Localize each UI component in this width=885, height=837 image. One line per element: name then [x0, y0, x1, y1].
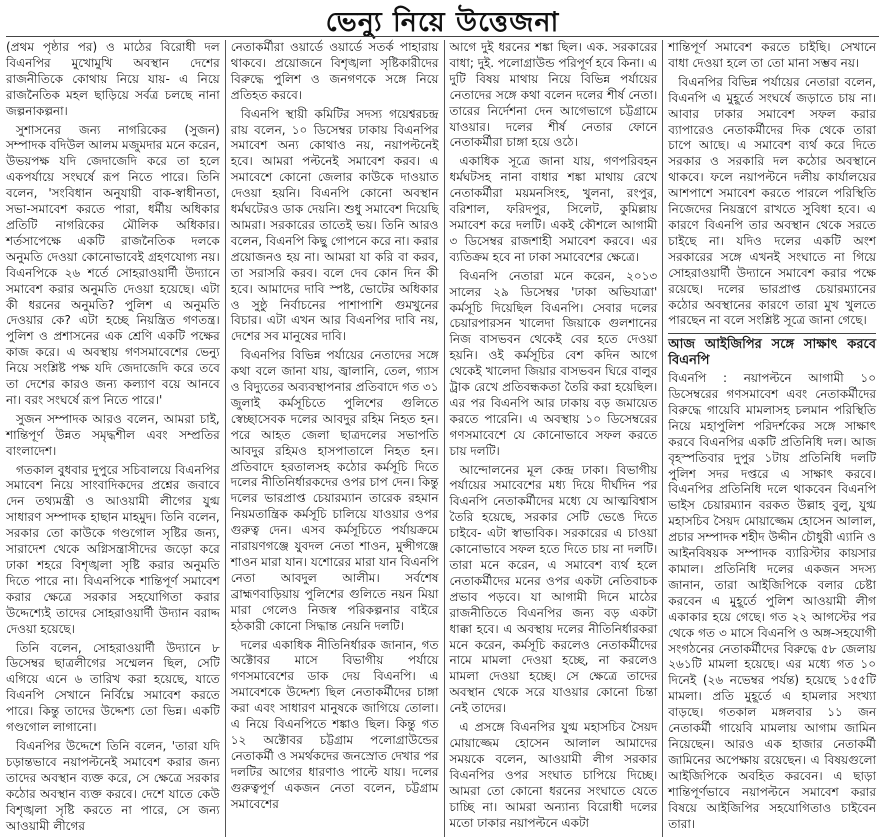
article-paragraph: বিএনপির উদ্দেশে তিনি বলেন, 'তারা যদি চড়ান্তভাবে নয়াপল্টনেই সমাবেশ করার জন্য তাদের অবস্থান ব্যক্ত করে, সে ক্ষেত্রে সরকার কঠোর অবস্থান ব্যক্ত করবে। দেশে যাতে কেউ বিশৃঙ্খলা সৃষ্টি করতে না পারে, সে জন্য আওয়ামী লীগের	[6, 738, 220, 833]
headline-rule	[6, 36, 879, 37]
article-paragraph: গতকাল বুধবার দুপুরে সচিবালয়ে বিএনপির সমাবেশ নিয়ে সাংবাদিকদের প্রশ্নের জবাবে দেন তথ্যমন্ত্রী ও আওয়ামী লীগের যুগ্ম সাধারণ সম্পাদক হাছান মাহমুদ। তিনি বলেন, সরকার তো কাউকে গণ্ডগোল সৃষ্টির জন্য, সারাদেশ থেকে অগ্নিসন্ত্রাসীদের জড়ো করে ঢাকা শহরে বিশৃঙ্খলা সৃষ্টি করার অনুমতি দিতে পারে না। বিএনপিকে শান্তিপূর্ণ সমাবেশ করার ক্ষেত্রে সরকার সহযোগিতা করার উদ্দেশ্যেই তাদের সোহরাওয়ার্দী উদ্যান বরাদ্দ দেওয়া হয়েছে।	[6, 462, 220, 636]
column-1	[6, 40, 225, 837]
article-paragraph: বিএনপি নেতারা মনে করেন, ২০১৩ সালের ২৯ ডিসেম্বর 'ঢাকা অভিযাত্রা' কর্মসূচি দিয়েছিল বিএনপি। সেবার দলের চেয়ারপারসন খালেদা জিয়াকে গুলশানের নিজ বাসভবন থেকেই বের হতে দেওয়া হয়নি। ওই কর্মসূচির বেশ কদিন আগে থেকেই খালেদা জিয়ার বাসভবন ঘিরে বালুর ট্রাক রেখে প্রতিবন্ধকতা তৈরি করা হয়েছিল। এর পর বিএনপি আর ঢাকায় বড় জমায়েত করতে পারেনি। এ অবস্থায় ১০ ডিসেম্বরের গণসমাবেশে যে কোনোভাবে সফল করতে চায় দলটি।	[449, 268, 658, 458]
article-paragraph: আন্দোলনের মূল কেন্দ্র ঢাকা। বিভাগীয় পর্যায়ের সমাবেশের মধ্য দিয়ে দীর্ঘদিন পর বিএনপি নেতাকর্মীদের মধ্যে যে আত্মবিশ্বাস তৈরি হয়েছে, সরকার সেটি ভেঙে দিতে চাইবে- এটা স্বাভাবিক। সরকারের এ চাওয়া কোনোভাবে সফল হতে দিতে চায় না দলটি। তারা মনে করেন, এ সমাবেশ ব্যর্থ হলে নেতাকর্মীদের মনের ওপর একটা নেতিবাচক প্রভাব পড়বে। যা আগামী দিনে মাঠের রাজনীতিতে বিএনপির জন্য বড় একটা ধাক্কা হবে। এ অবস্থায় দলের নীতিনির্ধারকরা মনে করেন, কর্মসূচি করলেও নেতাকর্মীদের নামে মামলা দেওয়া হচ্ছে, না করলেও মামলা দেওয়া হচ্ছে। সে ক্ষেত্রে তাদের অবস্থান থেকে সরে যাওয়ার কোনো চিন্তা নেই তাদের।	[449, 462, 658, 716]
article-paragraph: দলের একাধিক নীতিনির্ধারক জানান, গত অক্টোবর মাসে বিভাগীয় পর্যায়ে গণসমাবেশের ডাক দেয় বিএনপি। এ সমাবেশকে উদ্দেশ্য ছিল নেতাকর্মীদের চাঙ্গা করা এবং সাধারণ মানুষকে জাগিয়ে তোলা। এ নিয়ে বিএনপিতে শঙ্কাও ছিল। কিন্তু গত ১২ অক্টোবর চট্টগ্রাম পলোগ্রাউন্ডের নেতাকর্মী ও সমর্থকদের জনস্রোত দেখার পর দলটির আগের ধারণাও পাল্টে যায়। দলের গুরুত্বপূর্ণ একজন নেতা বলেন, চট্টগ্রাম সমাবেশের	[230, 637, 439, 811]
article-paragraph: (প্রথম পৃষ্ঠার পর) ও মাঠের বিরোধী দল বিএনপির মুখোমুখি অবস্থান দেশের রাজনীতিকে কোথায় নিয়ে যায়- এ নিয়ে রাজনৈতিক মহল ছাড়িয়ে সর্বত্র চলছে নানা জল্পনাকল্পনা।	[6, 40, 220, 118]
article-paragraph: বিএনপির বিভিন্ন পর্যায়ের নেতাদের সঙ্গে কথা বলে জানা যায়, জ্বালানি, তেল, গ্যাস ও বিদ্যুতের অব্যবস্থাপনার প্রতিবাদে গত ৩১ জুলাই কর্মসূচিতে পুলিশের গুলিতে স্বেচ্ছাসেবক দলের আবদুর রহিম নিহত হন। পরে আহত জেলা ছাত্রদলের সভাপতি আবদুর রহিমও হাসপাতালে নিহত হন। প্রতিবাদে হরতালসহ কঠোর কর্মসূচি দিতে দলের নীতিনির্ধারকদের ওপর চাপ দেন। কিন্তু দলের ভারপ্রাপ্ত চেয়ারম্যান তারেক রহমান নিয়মতান্ত্রিক কর্মসূচি চালিয়ে যাওয়ার ওপর গুরুত্ব দেন। এসব কর্মসূচিতে পর্যায়ক্রমে নারায়ণগঞ্জে যুবদল নেতা শাওন, মুন্সীগঞ্জে শাওন মারা যান। যশোরের মারা যান বিএনপি নেতা আবদুল আলীম। সর্বশেষ ব্রাহ্মণবাড়িয়ায় পুলিশের গুলিতে নয়ন মিয়া মারা গেলেও নিজস্ব পরিকল্পনার বাইরে হঠকারী কোনো সিদ্ধান্ত নেয়নি দলটি।	[230, 348, 439, 633]
column-2	[225, 40, 444, 837]
article-paragraph: এ প্রসঙ্গে বিএনপির যুগ্ম মহাসচিব সৈয়দ মোয়াজ্জেম হোসেন আলাল আমাদের সময়কে বলেন, আওয়ামী লীগ সরকার বিএনপির ওপর সংঘাত চাপিয়ে দিচ্ছে। আমরা তো কোনো ধরনের সংঘাতে যেতে চাচ্ছি না। আমরা অন্যান্য বিরোধী দলের মতো ঢাকার নয়াপল্টনে একটা	[449, 720, 658, 830]
article-paragraph: তিনি বলেন, সোহরাওয়ার্দী উদ্যানে ৮ ডিসেম্বর ছাত্রলীগের সম্মেলন ছিল, সেটি এগিয়ে এনে ৬ তারিখ করা হয়েছে, যাতে বিএনপি সেখানে নির্বিঘ্নে সমাবেশ করতে পারে। কিন্তু তাদের উদ্দেশ্য তো ভিন্ন। একটি গণ্ডগোল লাগানো।	[6, 640, 220, 735]
article-paragraph: সুজন সম্পাদক আরও বলেন, আমরা চাই, শান্তিপূর্ণ উন্নত সমৃদ্ধশীল এবং সম্প্রতির বাংলাদেশ।	[6, 411, 220, 458]
article-paragraph: একাধিক সূত্রে জানা যায়, গণপরিবহন ধর্মঘটসহ নানা বাধার শঙ্কা মাথায় রেখে নেতাকর্মীরা ময়মনসিংহ, খুলনা, রংপুর, বরিশাল, ফরিদপুর, সিলেট, কুমিল্লায় সমাবেশ করে দলটি। একই কৌশলে আগামী ৩ ডিসেম্বর রাজশাহী সমাবেশ করবে। এর ব্যতিক্রম হবে না ঢাকা সমাবেশের ক্ষেত্রে।	[449, 154, 658, 264]
article-paragraph: নেতাকর্মীরা ওয়ার্ডে ওয়ার্ডে সতর্ক পাহারায় থাকবে। প্রয়োজনে বিশৃঙ্খলা সৃষ্টিকারীদের বিরুদ্ধে পুলিশ ও জনগণকে সঙ্গে নিয়ে প্রতিহত করবে।	[230, 40, 439, 102]
article-paragraph: আগে দুই ধরনের শঙ্কা ছিল। এক. সরকারের বাধা; দুই. পলোগ্রাউন্ড পরিপূর্ণ হবে কিনা। এ দুটি বিষয় মাথায় নিয়ে বিভিন্ন পর্যায়ের নেতাদের সঙ্গে কথা বলেন দলের শীর্ষ নেতা। তারের নির্দেশনা দেন আগেভাগে চট্টগ্রামে যাওয়ার। দলের শীর্ষ নেতার ফোনে নেতাকর্মীরা চাঙ্গা হয়ে ওঠে।	[449, 40, 658, 150]
column-3	[444, 40, 663, 837]
article-paragraph: শান্তিপূর্ণ সমাবেশ করতে চাইছি। সেখানে বাধা দেওয়া হলে তা তো মানা সম্ভব নয়।	[668, 40, 876, 70]
article-paragraph: বিএনপি : নয়াপল্টনে আগামী ১০ ডিসেম্বরের গণসমাবেশ এবং নেতাকর্মীদের বিরুদ্ধে গায়েবি মামলাসহ চলমান পরিস্থিতি নিয়ে মহাপুলিশ পরিদর্শকের সঙ্গে সাক্ষাৎ করবে বিএনপির একটি প্রতিনিধি দল। আজ বৃহস্পতিবার দুপুর ১টায় প্রতিনিধি দলটি পুলিশ সদর দপ্তরে এ সাক্ষাৎ করবে। বিএনপির প্রতিনিধি দলে থাকবেন বিএনপি ভাইস চেয়ারম্যান বরকত উল্লাহ বুলু, যুগ্ম মহাসচিব সৈয়দ মোয়াজ্জেম হোসেন আলাল, প্রচার সম্পাদক শহীদ উদ্দীন চৌধুরী এ্যানি ও আইনবিষয়ক সম্পাদক ব্যারিস্টার কায়সার কামাল। প্রতিনিধি দলের একজন সদস্য জানান, তারা আইজিপিকে বলার চেষ্টা করবেন এ মুহূর্তে পুলিশ আওয়ামী লীগ একাকার হয়ে গেছে। গত ২২ আগস্টের পর থেকে গত ৩ মাসে বিএনপি ও অঙ্গ-সহযোগী সংগঠনের নেতাকর্মীদের বিরুদ্ধে ৫৮ জেলায় ২৬১টি মামলা হয়েছে। এর মধ্যে গত ১০ দিনেই (২৬ নভেম্বর পর্যন্ত) হয়েছে ১৫৫টি মামলা। প্রতি মুহূর্তে এ হামলার সংখ্যা বাড়ছে। গতকাল মঙ্গলবার ১১ জন নেতাকর্মী গায়েবি মামলায় আগাম জামিন নিয়েছেন। আরও এক হাজার নেতাকর্মী জামিনের অপেক্ষায় রয়েছেন। এ বিষয়গুলো আইজিপিকে অবহিত করবেন। এ ছাড়া শান্তিপূর্ণভাবে নয়াপল্টনে সমাবেশ করার বিষয়ে আইজিপির সহযোগিতাও চাইবেন তারা।	[668, 371, 876, 831]
section-subheading: আজ আইজিপির সঙ্গে সাক্ষাৎ করবে বিএনপি	[668, 333, 876, 369]
article-paragraph: সুশাসনের জন্য নাগরিকের (সুজন) সম্পাদক বদিউল আলম মজুমদার মনে করেন, উভয়পক্ষ যদি জেদাজেদি করে তা হলে একপর্যায়ে সংঘর্ষে রূপ নিতে পারে। তিনি বলেন, 'সংবিধান অনুযায়ী বাক-স্বাধীনতা, সভা-সমাবেশ করতে পারা, ধর্মীয় অধিকার প্রতিটি নাগরিকের মৌলিক অধিকার। শর্তসাপেক্ষে একটি রাজনৈতিক দলকে অনুমতি দেওয়া কোনোভাবেই গ্রহণযোগ্য নয়। বিএনপিকে ২৬ শর্তে সোহরাওয়ার্দী উদ্যানে সমাবেশ করার অনুমতি দেওয়া হয়েছে। এটা কী ধরনের অনুমতি? পুলিশ এ অনুমতি দেওয়ার কে? এটা হচ্ছে নিয়ন্ত্রিত গণতন্ত্র। পুলিশ ও প্রশাসনের এক শ্রেণি একটি পক্ষের কাজ করে। এ অবস্থায় গণসমাবেশের ভেন্যু নিয়ে সংশ্লিষ্ট পক্ষ যদি জেদাজেদি করে তবে তা দেশের কারও জন্য কল্যাণ বয়ে আনবে না। বরং সংঘর্ষে রূপ নিতে পারে।'	[6, 122, 220, 407]
article-paragraph: বিএনপি স্থায়ী কমিটির সদস্য গয়েশ্বরচন্দ্র রায় বলেন, ১০ ডিসেম্বর ঢাকায় বিএনপির সমাবেশ অন্য কোথাও নয়, নয়াপল্টনেই হবে। আমরা পল্টনেই সমাবেশ করব। এ সমাবেশে কোনো জেলার কাউকে দাওয়াত দেওয়া হয়নি। বিএনপি কোনো অবস্থান ধর্মঘটেরও ডাক দেয়নি। শুধু সমাবেশ দিয়েছি আমরা। সরকারের তাতেই ভয়। তিনি আরও বলেন, বিএনপি কিছু গোপনে করে না। করার প্রয়োজনও হয় না। আমরা যা করি বা করব, তা সরাসরি করব। বলে দেব কোন দিন কী হবে। আমাদের দাবি স্পষ্ট, ভোটের অধিকার ও সুষ্ঠু নির্বাচনের পাশাপাশি গুমখুনের বিচার। এটা এখন আর বিএনপির দাবি নয়, দেশের সব মানুষের দাবি।	[230, 106, 439, 344]
article-columns	[6, 40, 881, 833]
article-headline: ভেন্যু নিয়ে উত্তেজনা	[325, 7, 560, 38]
column-4	[662, 40, 881, 837]
article-paragraph: বিএনপির বিভিন্ন পর্যায়ের নেতারা বলেন, বিএনপি এ মুহূর্তে সংঘর্ষে জড়াতে চায় না। আবার ঢাকার সমাবেশ সফল করার ব্যাপারেও নেতাকর্মীদের দিক থেকে তারা চাপে আছে। এ সমাবেশ ব্যর্থ করে দিতে সরকার ও সরকারি দল কঠোর অবস্থানে থাকবে। ফলে নয়াপল্টনে দলীয় কার্যালয়ের আশপাশে সমাবেশ করতে পারলে পরিস্থিতি নিজেদের নিয়ন্ত্রণে রাখতে সুবিধা হবে। এ কারণে বিএনপি তার অবস্থান থেকে সরতে চাইছে না। যদিও দলের একটি অংশ সরকারের সঙ্গে এখনই সংঘাতে না গিয়ে সোহরাওয়ার্দী উদ্যানে সমাবেশ করার পক্ষে রয়েছে। দলের ভারপ্রাপ্ত চেয়ারম্যানের কঠোর অবস্থানের কারণে তারা মুখ খুলতে পারছেন না বলে সংশ্লিষ্ট সূত্রে জানা গেছে।	[668, 74, 876, 328]
